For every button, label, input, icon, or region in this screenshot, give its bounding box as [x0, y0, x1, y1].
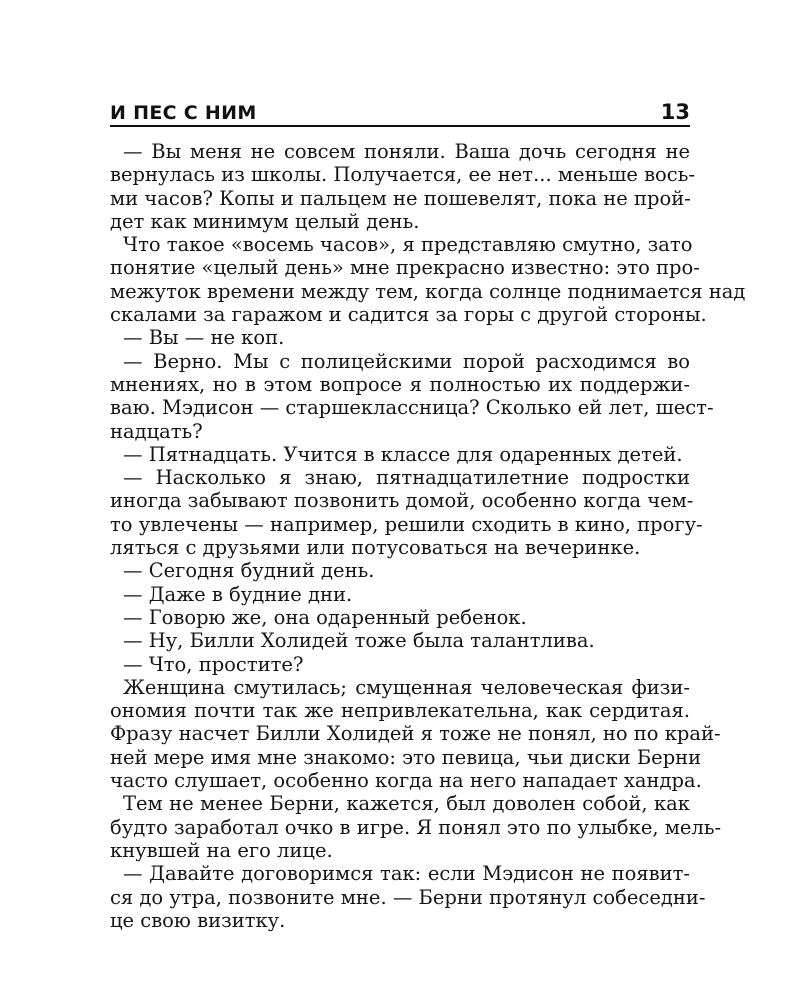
text-line: Женщина смутилась; смущенная человеческая физи- — [123, 675, 690, 699]
text-line: — Говорю же, она одаренный ребенок. — [123, 605, 527, 629]
text-line: — Вы меня не совсем поняли. Ваша дочь сегодня не — [123, 140, 690, 163]
text-line: надцать? — [110, 419, 203, 443]
text-line: скалами за гаражом и садится за горы с другой стороны. — [110, 303, 707, 327]
text-line: Фразу насчет Билли Холидей я тоже не понял, но по край- — [110, 722, 721, 746]
text-line: вернулась из школы. Получается, ее нет... меньше вось- — [110, 163, 695, 187]
header-rule — [110, 125, 690, 127]
text-line: це свою визитку. — [110, 908, 286, 932]
text-line: Тем не менее Берни, кажется, был доволен собой, как — [123, 792, 690, 816]
text-line: ми часов? Копы и пальцем не пошевелят, пока не прой- — [110, 186, 691, 210]
text-line: иногда забывают позвонить домой, особенно когда чем- — [110, 489, 694, 513]
text-line: ономия почти так же непривлекательна, как сердитая. — [110, 699, 690, 723]
text-line: ляться с друзьями или потусоваться на вечеринке. — [110, 536, 641, 560]
text-line: кнувшей на его лице. — [110, 838, 333, 862]
running-title: И ПЕС С НИМ — [110, 102, 257, 124]
text-line: будто заработал очко в игре. Я понял это по улыбке, мель- — [110, 815, 722, 839]
page-number: 13 — [660, 100, 690, 124]
text-line: — Даже в будние дни. — [123, 582, 353, 606]
text-line: то увлечены — например, решили сходить в кино, прогу- — [110, 512, 703, 536]
text-line: — Давайте договоримся так: если Мэдисон не появит- — [123, 862, 690, 886]
text-line: мнениях, но в этом вопросе я полностью их поддержи- — [110, 372, 690, 396]
text-line: — Ну, Билли Холидей тоже была талантлива. — [123, 629, 595, 653]
page-header — [110, 100, 690, 124]
text-line: Что такое «восемь часов», я представляю смутно, зато — [123, 233, 693, 257]
text-line: — Сегодня будний день. — [123, 559, 375, 583]
text-line: ваю. Мэдисон — старшеклассница? Сколько ей лет, шест- — [110, 396, 714, 420]
text-line: ней мере имя мне знакомо: это певица, чьи диски Берни — [110, 745, 702, 769]
text-line: понятие «целый день» мне прекрасно известно: это про- — [110, 256, 700, 280]
body-text — [110, 140, 746, 932]
text-line: ся до утра, позвоните мне. — Берни протянул собеседни- — [110, 885, 706, 909]
text-line: — Верно. Мы с полицейскими порой расходимся во — [123, 349, 690, 373]
text-line: — Насколько я знаю, пятнадцатилетние подростки — [123, 466, 690, 490]
text-line: дет как минимум целый день. — [110, 209, 420, 233]
text-line: часто слушает, особенно когда на него нападает хандра. — [110, 769, 702, 793]
text-line: межуток времени между тем, когда солнце поднимается над — [110, 279, 746, 303]
text-line: — Что, простите? — [123, 652, 304, 676]
text-line: — Пятнадцать. Учится в классе для одаренных детей. — [123, 442, 683, 466]
text-line: — Вы — не коп. — [123, 326, 285, 350]
